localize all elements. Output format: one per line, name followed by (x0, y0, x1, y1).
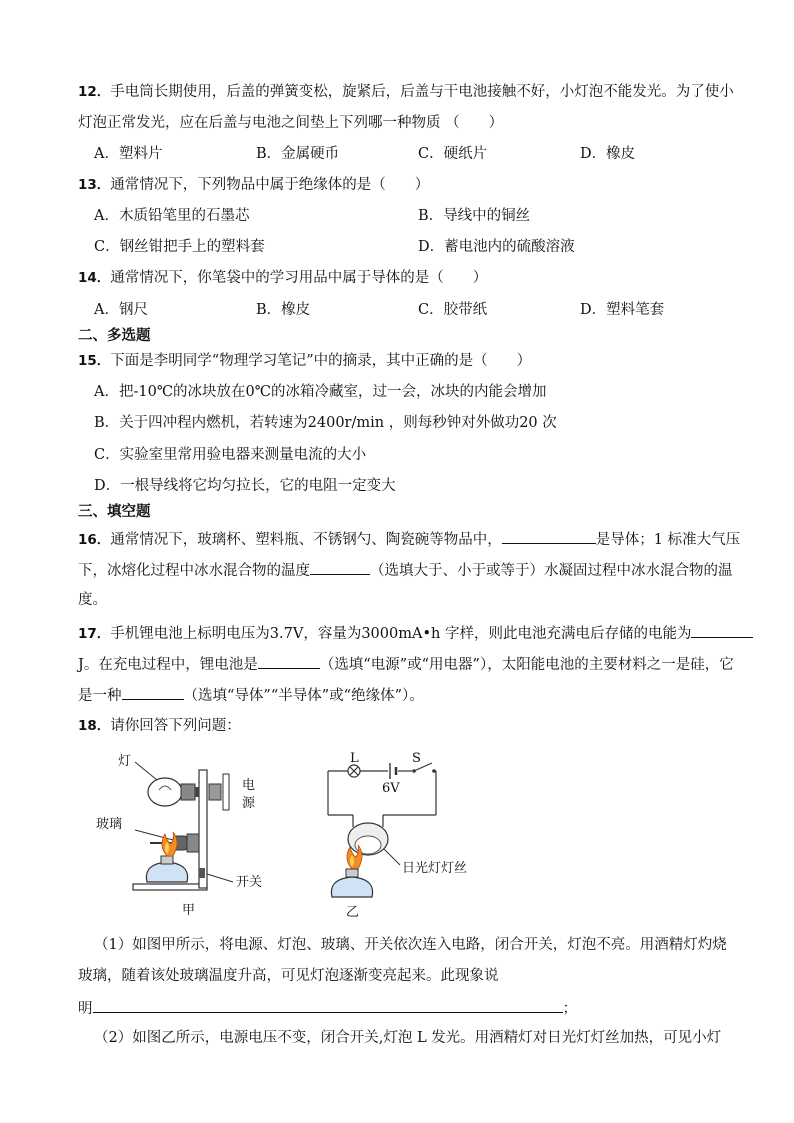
q13-text: 通常情况下，下列物品中属于绝缘体的是（ ） (110, 177, 430, 193)
q16-text-2b: （选填大于、小于或等于）水凝固过程中冰水混合物的温 (370, 563, 733, 579)
q14-option-c: C．胶带纸 (418, 302, 488, 318)
figure-jia-caption: 甲 (182, 903, 196, 918)
q18-p2-line1 (94, 1028, 721, 1048)
q12-number: 12． (78, 84, 111, 100)
q15-option-d: D．一根导线将它均匀拉长，它的电阻一定变大 (94, 478, 396, 494)
q14-text: 通常情况下，你笔袋中的学习用品中属于导体的是（ ） (110, 270, 488, 286)
figure-yi-drawing (318, 745, 468, 915)
figure-yi-caption: 乙 (346, 905, 360, 920)
q13-number: 13． (78, 177, 111, 193)
q15-text: 下面是李明同学“物理学习笔记”中的摘录，其中正确的是（ ） (110, 353, 532, 369)
q17-line1 (78, 622, 753, 644)
q16-text-3: 度。 (78, 592, 107, 608)
q13-option-a: A．木质铅笔里的石墨芯 (94, 208, 250, 224)
q14-line (78, 268, 487, 288)
q12-option-b: B．金属硬币 (256, 146, 340, 162)
q17-blank-2[interactable] (258, 653, 320, 669)
filament-label: 日光灯灯丝 (402, 861, 468, 876)
q16-blank-2[interactable] (310, 559, 370, 575)
q17-number: 17． (78, 626, 111, 642)
q17-text-3b: （选填“导体”“半导体”或“绝缘体”）。 (183, 688, 424, 704)
alcohol-lamp-icon (331, 877, 372, 897)
q16-text-1b: 是导体；1 标准大气压 (595, 532, 741, 548)
q18-p1-line2 (78, 966, 499, 986)
q18-p1-text-b: 玻璃，随着该处玻璃温度升高，可见灯泡逐渐变亮起来。此现象说 (78, 968, 499, 984)
q17-text-2b: （选填“电源”或“用电器”），太阳能电池的主要材料之一是硅，它 (319, 657, 734, 673)
q17-line2 (78, 653, 734, 675)
q14-option-a: A．钢尺 (94, 302, 148, 318)
base-board (133, 884, 207, 890)
q14-option-d: D．塑料笔套 (580, 302, 665, 318)
q17-text-2a: J。在充电过程中，锂电池是 (78, 657, 258, 673)
q18-blank-1[interactable] (93, 997, 563, 1013)
q12-line2 (78, 113, 503, 133)
q12-text-2: 灯泡正常发光，应在后盖与电池之间垫上下列哪一种物质 （ ） (78, 115, 504, 131)
q16-line2 (78, 559, 733, 581)
q18-p1-text-a: （1）如图甲所示，将电源、灯泡、玻璃、开关依次连入电路，闭合开关，灯泡不亮。用酒精灯灼烧 (94, 937, 727, 953)
power-socket (209, 784, 221, 800)
q18-line (78, 716, 241, 736)
q16-text-1a: 通常情况下，玻璃杯、塑料瓶、不锈钢勺、陶瓷碗等物品中， (110, 532, 502, 548)
q15-number: 15． (78, 353, 111, 369)
lamp-L-label: L (350, 751, 359, 766)
switch-icon (199, 868, 205, 878)
q13-option-d: D．蓄电池内的硫酸溶液 (418, 239, 575, 255)
q17-blank-1[interactable] (691, 622, 753, 638)
q18-p2-text: （2）如图乙所示，电源电压不变，闭合开关,灯泡 L 发光。用酒精灯对日光灯灯丝加热，可见小灯 (94, 1030, 722, 1046)
q16-blank-1[interactable] (502, 528, 596, 544)
q14-number: 14． (78, 270, 111, 286)
glass-label: 玻璃 (96, 817, 123, 832)
q14-option-b: B．橡皮 (256, 302, 311, 318)
section-heading-fill-in: 三、填空题 (78, 504, 151, 520)
q17-text-3a: 是一种 (78, 688, 122, 704)
q18-text: 请你回答下列问题： (110, 718, 241, 734)
q12-option-d: D．橡皮 (580, 146, 636, 162)
q12-option-a: A．塑料片 (94, 146, 163, 162)
q12-line1 (78, 82, 734, 102)
q13-option-b: B．导线中的铜丝 (418, 208, 531, 224)
switch-S-label: S (412, 751, 421, 766)
bulb-icon (148, 778, 182, 806)
q15-option-b: B．关于四冲程内燃机，若转速为2400r/min ，则每秒钟对外做功20 次 (94, 415, 557, 431)
power-label-1: 电 (242, 778, 256, 793)
q15-option-a: A．把-10℃的冰块放在0℃的冰箱冷藏室，过一会，冰块的内能会增加 (94, 384, 547, 400)
q16-line1 (78, 528, 740, 550)
q15-option-c: C．实验室里常用验电器来测量电流的大小 (94, 447, 367, 463)
q18-p1-line1 (94, 935, 727, 955)
q18-p1-end: ； (562, 1001, 577, 1017)
q17-blank-3[interactable] (122, 684, 184, 700)
q13-line (78, 175, 429, 195)
alcohol-lamp-icon (146, 862, 187, 882)
q16-text-2a: 下，冰熔化过程中冰水混合物的温度 (78, 563, 310, 579)
q12-text-1: 手电筒长期使用，后盖的弹簧变松，旋紧后，后盖与干电池接触不好，小灯泡不能发光。为了使小 (110, 84, 734, 100)
glass-clamp-2 (187, 834, 199, 852)
switch-label: 开关 (236, 875, 263, 890)
q18-p1-text-c: 明 (78, 1001, 93, 1017)
q18-number: 18． (78, 718, 111, 734)
lamp-label: 灯 (118, 754, 132, 769)
q12-option-c: C．硬纸片 (418, 146, 488, 162)
q16-line3 (78, 590, 107, 610)
section-heading-multiple-choice: 二、多选题 (78, 328, 151, 344)
q16-number: 16． (78, 532, 111, 548)
flame-icon (162, 832, 177, 856)
voltage-label: 6V (382, 781, 400, 796)
power-label-2: 源 (242, 796, 256, 811)
q13-option-c: C．钢丝钳把手上的塑料套 (94, 239, 265, 255)
q18-p1-line3 (78, 997, 577, 1019)
q17-line3 (78, 684, 424, 706)
bulb-socket (181, 784, 195, 800)
q17-text-1: 手机锂电池上标明电压为3.7V，容量为3000mA•h 字样，则此电池充满电后存储的电能为 (110, 626, 692, 642)
q15-line (78, 351, 531, 371)
